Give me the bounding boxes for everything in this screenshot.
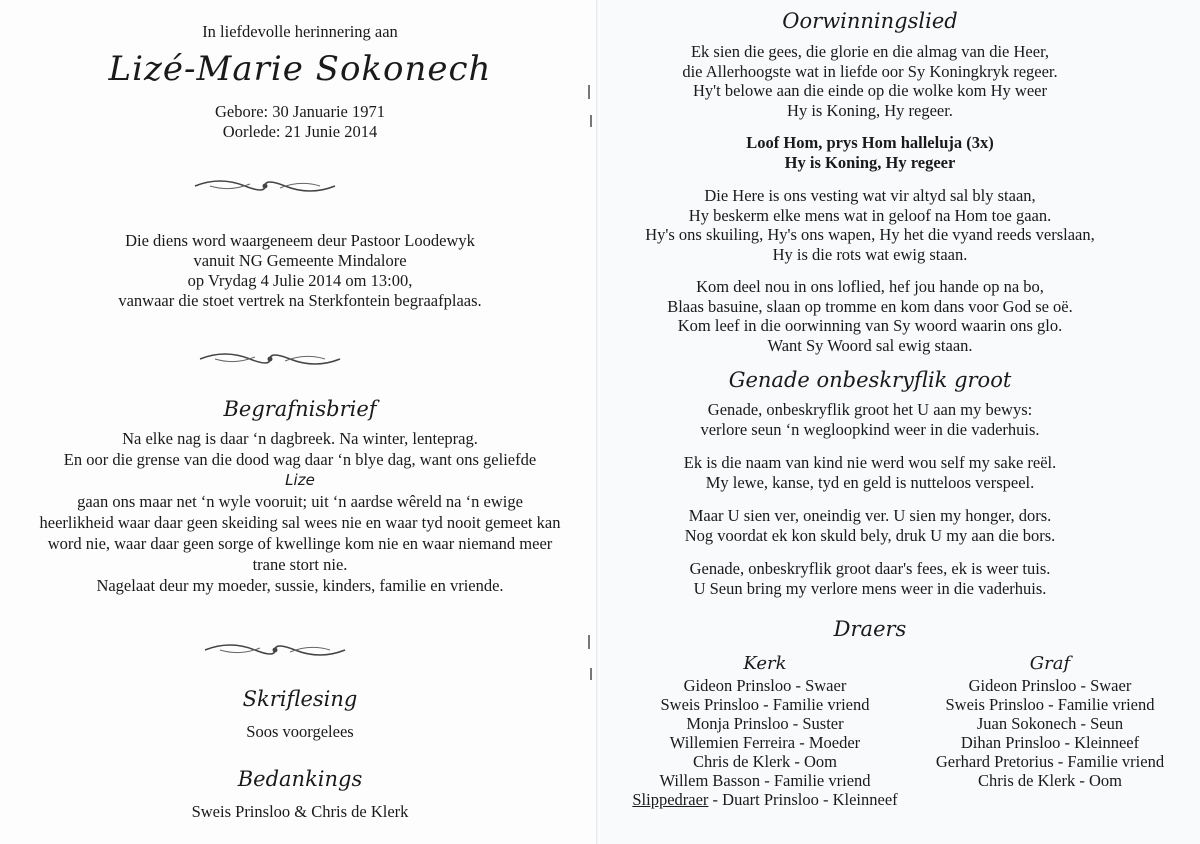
thanks-title: Bedankings: [237, 767, 363, 791]
died-date: Oorlede: 21 Junie 2014: [222, 121, 378, 141]
pallbearer-label: Slippedraer: [632, 790, 709, 809]
lyric-line: verlore seun ‘n wegloopkind weer in die vaderhuis.: [700, 419, 1040, 439]
right-page: [600, 0, 1200, 844]
letter-name: Lize: [285, 471, 315, 489]
letter-title: Begrafnisbrief: [223, 397, 377, 421]
scan-mark: [588, 635, 590, 649]
letter-line: gaan ons maar net ‘n wyle vooruit; uit ‘n aardse wêreld na ‘n ewige: [77, 492, 523, 511]
lyric-line: My lewe, kanse, tyd en geld is nutteloos verspeel.: [705, 472, 1035, 492]
deceased-name: Lizé-Marie Sokonech: [108, 49, 492, 89]
reading-text: Soos voorgelees: [246, 722, 354, 741]
letter-line: Na elke nag is daar ‘n dagbreek. Na winter, lenteprag.: [122, 429, 478, 448]
lyric-line: Blaas basuine, slaan op tromme en kom dans voor God se oë.: [667, 296, 1073, 316]
song1-verse1: [600, 42, 1140, 120]
letter-line: word nie, waar daar geen sorge of kwellinge kom nie en waar niemand meer: [47, 534, 553, 553]
service-line: vanuit NG Gemeente Mindalore: [193, 251, 407, 270]
reading-title: Skriflesing: [242, 687, 358, 711]
lyric-line: U Seun bring my verlore mens weer in die vaderhuis.: [693, 578, 1047, 598]
lyric-line: Genade, onbeskryflik groot daar's fees, ek is weer tuis.: [689, 559, 1051, 578]
bearer: Dihan Prinsloo - Kleinneef: [960, 733, 1140, 752]
intro: In liefdevolle herinnering aan: [202, 22, 398, 41]
lyric-line: Hy is Koning, Hy regeer.: [787, 100, 953, 120]
bearer: Gerhard Pretorius - Familie vriend: [935, 752, 1165, 771]
song2-verse4: [600, 559, 1140, 598]
letter-line: En oor die grense van die dood wag daar ‘n blye dag, want ons geliefde: [63, 450, 537, 469]
ornament-divider-icon: [195, 349, 345, 369]
bearer: Juan Sokonech - Seun: [976, 714, 1124, 733]
thanks-text: Sweis Prinsloo & Chris de Klerk: [191, 802, 409, 821]
song2-verse3: [600, 506, 1140, 545]
bearer: Sweis Prinsloo - Familie vriend: [945, 695, 1155, 714]
bearer: Monja Prinsloo - Suster: [686, 714, 844, 733]
song2-verse1: [600, 400, 1140, 439]
pallbearer: [625, 790, 905, 809]
ornament-divider-icon: [200, 640, 350, 660]
lyric-line: die Allerhoogste wat in liefde oor Sy Koningkryk regeer.: [682, 61, 1058, 81]
bearer: Gideon Prinsloo - Swaer: [968, 676, 1132, 695]
song2-title: Genade onbeskryflik groot: [728, 368, 1012, 392]
letter-line: trane stort nie.: [252, 555, 348, 574]
grave-title: Graf: [1029, 653, 1071, 674]
lyric-line: Maar U sien ver, oneindig ver. U sien my honger, dors.: [688, 506, 1052, 525]
lyric-line: Nog voordat ek kon skuld bely, druk U my aan die bors.: [684, 525, 1056, 545]
bearer: Sweis Prinsloo - Familie vriend: [660, 695, 870, 714]
service-line: vanwaar die stoet vertrek na Sterkfontein begraafplaas.: [118, 291, 482, 310]
scan-mark: [588, 85, 590, 99]
song1-verse2: [600, 186, 1140, 264]
ornament-divider-icon: [190, 176, 340, 196]
grave-bearers: [910, 652, 1190, 790]
song1-title: Oorwinningslied: [782, 9, 958, 33]
lyric-line: Hy beskerm elke mens wat in geloof na Hom toe gaan.: [688, 205, 1052, 225]
scan-mark: [590, 668, 592, 680]
bearer: Chris de Klerk - Oom: [693, 752, 837, 771]
lyric-line: Hy't belowe aan die einde op die wolke kom Hy weer: [693, 81, 1047, 100]
scan-mark: [590, 115, 592, 127]
lyric-line: Ek is die naam van kind nie werd wou self my sake reël.: [683, 453, 1057, 472]
church-bearers: [625, 652, 905, 809]
lyric-line: Loof Hom, prys Hom halleluja (3x): [746, 133, 994, 152]
pallbearer-text: - Duart Prinsloo - Kleinneef: [708, 790, 898, 809]
letter-line: Nagelaat deur my moeder, sussie, kinders, familie en vriende.: [96, 576, 504, 595]
song1-verse3: [600, 277, 1140, 355]
lyric-line: Die Here is ons vesting wat vir altyd sal bly staan,: [704, 186, 1036, 205]
letter-text: [0, 428, 600, 596]
service-details: [0, 231, 600, 311]
bearers-title: Draers: [833, 617, 907, 641]
bearer: Gideon Prinsloo - Swaer: [683, 676, 847, 695]
bearer: Chris de Klerk - Oom: [978, 771, 1122, 790]
lyric-line: Ek sien die gees, die glorie en die almag van die Heer,: [690, 42, 1050, 61]
song1-chorus: [600, 133, 1140, 172]
bearer: Willem Basson - Familie vriend: [659, 771, 871, 790]
lyric-line: Kom deel nou in ons loflied, hef jou hande op na bo,: [696, 277, 1044, 296]
lyric-line: Hy's ons skuiling, Hy's ons wapen, Hy het die vyand reeds verslaan,: [645, 225, 1095, 244]
lyric-line: Want Sy Woord sal ewig staan.: [767, 335, 973, 355]
lyric-line: Kom leef in die oorwinning van Sy woord waarin ons glo.: [677, 316, 1063, 335]
lyric-line: Genade, onbeskryflik groot het U aan my bewys:: [707, 400, 1033, 419]
page-fold: [596, 0, 599, 844]
lyric-line: Hy is die rots wat ewig staan.: [772, 244, 968, 264]
lyric-line: Hy is Koning, Hy regeer: [784, 152, 956, 172]
bearer: Willemien Ferreira - Moeder: [669, 733, 861, 752]
born-date: Gebore: 30 Januarie 1971: [215, 102, 385, 121]
song2-verse2: [600, 453, 1140, 492]
service-line: op Vrydag 4 Julie 2014 om 13:00,: [187, 271, 413, 290]
letter-line: heerlikheid waar daar geen skeiding sal wees nie en waar tyd nooit gemeet kan: [39, 513, 561, 532]
church-title: Kerk: [743, 653, 787, 674]
service-line: Die diens word waargeneem deur Pastoor Loodewyk: [125, 231, 475, 250]
dates: [0, 102, 600, 141]
